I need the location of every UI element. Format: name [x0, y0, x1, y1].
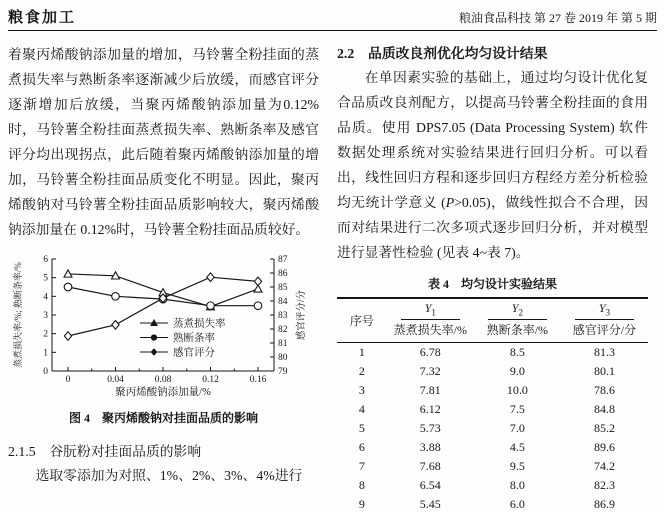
tick-label: 0.16: [249, 375, 266, 385]
line-chart: [10, 251, 318, 401]
cell-value: 7.81: [419, 383, 441, 398]
tick-label: 84: [277, 297, 287, 307]
table-row: [337, 438, 648, 457]
tick-label: 82: [277, 325, 287, 335]
legend-label: 熟断条率: [172, 333, 215, 344]
diamond-marker: [111, 321, 118, 330]
paragraph-uniform-design: [337, 65, 648, 265]
uniform-design-table: [337, 297, 648, 512]
cell-value: 85.2: [593, 421, 615, 436]
col-header-broken-rate: 熟断条率/%: [474, 320, 561, 343]
tick-label: 80: [277, 353, 287, 363]
col-header-y1: $Y_1$: [387, 298, 474, 320]
tick-label: 85: [277, 283, 287, 293]
cell-seq: 8: [358, 478, 365, 493]
series-line: [68, 277, 258, 336]
tick-label: 0.04: [106, 375, 124, 385]
tick-label: 0: [42, 367, 48, 377]
cell-value: 8.0: [509, 478, 525, 493]
cell-seq: 6: [358, 440, 365, 455]
cell-value: 9.5: [509, 459, 525, 474]
cell-value: 7.68: [419, 459, 441, 474]
paragraph-gluten-intro: 选取零添加为对照、1%、2%、3%、4%进行: [35, 468, 303, 483]
right-column: [337, 42, 648, 512]
tick-label: 5: [42, 273, 48, 284]
circle-marker: [151, 335, 156, 340]
cell-seq: 2: [358, 364, 365, 379]
table-row: [337, 419, 648, 438]
legend-label: 感官评分: [172, 347, 215, 359]
tick-label: 83: [277, 311, 287, 321]
tick-label: 0.08: [154, 375, 171, 385]
cell-seq: 9: [358, 497, 365, 512]
legend-label: 蒸煮损失率: [172, 318, 225, 330]
diamond-marker: [254, 277, 261, 286]
right-y-axis-label: 感官评分/分: [296, 289, 307, 341]
cell-seq: 1: [358, 345, 365, 360]
page-header: [8, 5, 657, 30]
cell-seq: 3: [358, 383, 365, 398]
cell-value: 5.45: [419, 497, 441, 512]
paragraph-segment: >0.05)，做线性拟合不合理，因而对结果进行二次多项式逐步回归分析，并对模型进行显著性检验 (见表 4~表 7)。: [337, 195, 648, 260]
tick-label: 4: [42, 292, 48, 303]
table-row: [337, 362, 648, 381]
section-heading-2-1-5: 2.1.5 谷朊粉对挂面品质的影响: [8, 444, 202, 459]
table-body: [337, 343, 648, 512]
left-column: [8, 42, 319, 512]
cell-value: 89.6: [593, 440, 615, 455]
tick-label: 79: [277, 367, 287, 377]
table-row: [337, 343, 648, 363]
tick-label: 6: [42, 255, 48, 265]
circle-marker: [206, 302, 214, 310]
journal-section-title: 粮食加工: [8, 9, 77, 26]
circle-marker: [64, 283, 72, 291]
col-header-seq: 序号: [337, 298, 387, 343]
paragraph-segment: 在单因素实验的基础上，通过均匀设计优化复合品质改良剂配方，以提高马铃薯全粉挂面的食用品质。使用 DPS7.05 (Data Processing System) 软件数据处理系统对实验结果进行回归分析。可以看出，线性回归方程和逐步回归方程经方差分析检验均无统计学意义 (: [337, 70, 648, 210]
tick-label: 3: [42, 311, 48, 321]
cell-value: 74.2: [593, 459, 615, 474]
cell-value: 9.0: [509, 364, 525, 379]
tick-label: 2: [42, 329, 48, 340]
journal-issue-info: 粮油食品科技 第 27 卷 2019 年 第 5 期: [458, 11, 657, 25]
paragraph-polyacrylate-discussion: 着聚丙烯酸钠添加量的增加，马铃薯全粉挂面的蒸煮损失率与熟断条率逐渐减少后放缓，而感官评分逐渐增加后放缓，当聚丙烯酸钠添加量为0.12%时，马铃薯全粉挂面蒸煮损失率、熟断条率及感官评分均出现拐点，此后随着聚丙烯酸钠添加量的增加，马铃薯全粉挂面品质变化不明显。因此，聚丙烯酸钠对马铃薯全粉挂面品质影响较大，聚丙烯酸钠添加量在 0.12%时，马铃薯全粉挂面品质较好。: [8, 47, 319, 237]
section-heading-2-2: 2.2 品质改良剂优化均匀设计结果: [337, 46, 548, 61]
cell-value: 6.0: [509, 497, 525, 512]
cell-seq: 7: [358, 459, 365, 474]
cell-seq: 4: [358, 402, 365, 417]
two-column-body: [8, 42, 657, 512]
cell-value: 82.3: [593, 478, 615, 493]
cell-value: 84.8: [593, 402, 615, 417]
left-y-axis-label: 蒸煮损失率/%; 熟断条率/%: [12, 262, 23, 368]
tick-label: 86: [277, 269, 287, 279]
cell-value: 7.5: [509, 402, 525, 417]
table-4-title: 表 4 均匀设计实验结果: [427, 277, 557, 291]
circle-marker: [111, 293, 119, 301]
table-header: [337, 298, 648, 343]
cell-value: 6.54: [419, 478, 441, 493]
col-header-cooking-loss: 蒸煮损失率/%: [387, 320, 474, 343]
cell-value: 4.5: [509, 440, 525, 455]
cell-value: 81.3: [593, 345, 615, 360]
tick-label: 87: [277, 255, 287, 265]
tick-label: 0: [65, 375, 70, 385]
tick-label: 1: [42, 348, 48, 359]
cell-value: 10.0: [506, 383, 528, 398]
x-axis-label: 聚丙烯酸钠添加量/%: [114, 387, 211, 398]
cell-value: 6.12: [419, 402, 441, 417]
tick-label: 0.12: [201, 375, 219, 385]
figure-4: [8, 251, 319, 426]
table-row: [337, 457, 648, 476]
circle-marker: [254, 302, 262, 310]
table-row: [337, 400, 648, 419]
diamond-marker: [64, 332, 71, 341]
cell-seq: 5: [358, 421, 365, 436]
figure-4-caption: 图 4 聚丙烯酸钠对挂面品质的影响: [68, 411, 258, 425]
diamond-marker: [206, 273, 213, 282]
table-row: [337, 476, 648, 495]
cell-value: 80.1: [593, 364, 615, 379]
italic-variable-p: P: [445, 195, 455, 210]
col-header-y2: $Y_2$: [474, 298, 561, 320]
cell-value: 8.5: [509, 345, 525, 360]
cell-value: 3.88: [419, 440, 441, 455]
cell-value: 7.32: [419, 364, 441, 379]
tick-label: 81: [277, 339, 287, 349]
table-row: [337, 381, 648, 400]
cell-value: 6.78: [419, 345, 441, 360]
triangle-marker: [151, 320, 157, 325]
header-divider: [8, 30, 657, 31]
diamond-marker: [151, 349, 156, 355]
col-header-sensory-score: 感官评分/分: [561, 320, 648, 343]
cell-value: 86.9: [593, 497, 615, 512]
table-row: [337, 495, 648, 512]
cell-value: 78.6: [593, 383, 615, 398]
cell-value: 7.0: [509, 421, 525, 436]
col-header-y3: $Y_3$: [561, 298, 648, 320]
cell-value: 5.73: [419, 421, 441, 436]
